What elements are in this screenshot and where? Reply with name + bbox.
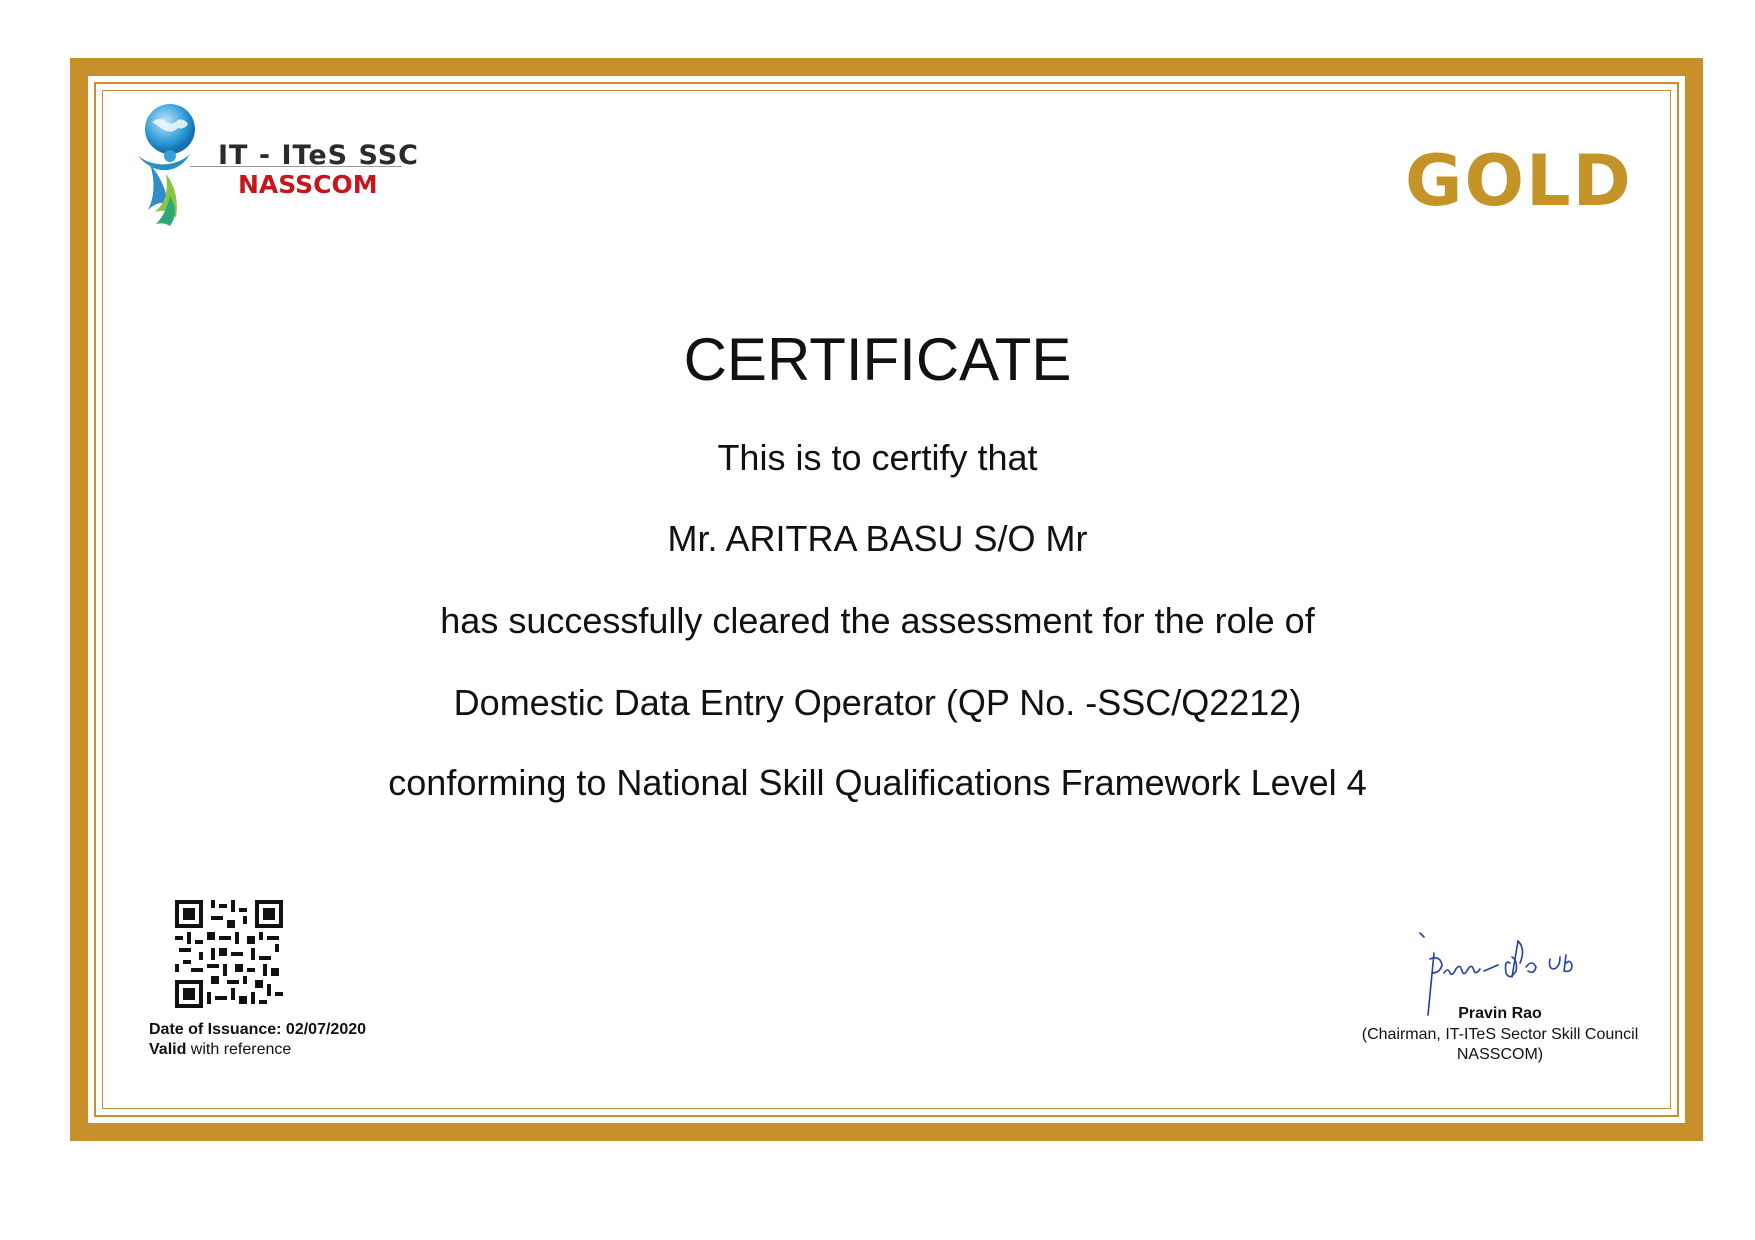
recipient-name: Mr. ARITRA BASU S/O Mr xyxy=(667,518,1088,559)
gold-badge: GOLD xyxy=(1405,140,1633,222)
issuance-date: Date of Issuance: 02/07/2020 xyxy=(149,1021,367,1038)
signatory-name: Pravin Rao xyxy=(1458,1005,1542,1022)
signatory-title xyxy=(1340,1025,1660,1065)
signatory-title-line1: (Chairman, IT-ITeS Sector Skill Council xyxy=(1361,1026,1639,1043)
valid-note xyxy=(149,1041,291,1059)
signatory-title-line2: NASSCOM) xyxy=(1456,1046,1544,1063)
qr-code-icon xyxy=(175,900,283,1008)
certify-line: This is to certify that xyxy=(717,437,1038,478)
cleared-line: has successfully cleared the assessment for the role of xyxy=(440,600,1315,641)
valid-rest: with reference xyxy=(186,1041,292,1058)
nsqf-line: conforming to National Skill Qualifications Framework Level 4 xyxy=(388,762,1367,803)
logo-subtitle: NASSCOM xyxy=(238,170,378,199)
certificate-title: CERTIFICATE xyxy=(683,326,1072,393)
logo-title: IT - ITeS SSC xyxy=(218,140,419,171)
valid-label: Valid xyxy=(149,1041,187,1058)
role-line: Domestic Data Entry Operator (QP No. -SSC/Q2212) xyxy=(453,682,1302,723)
